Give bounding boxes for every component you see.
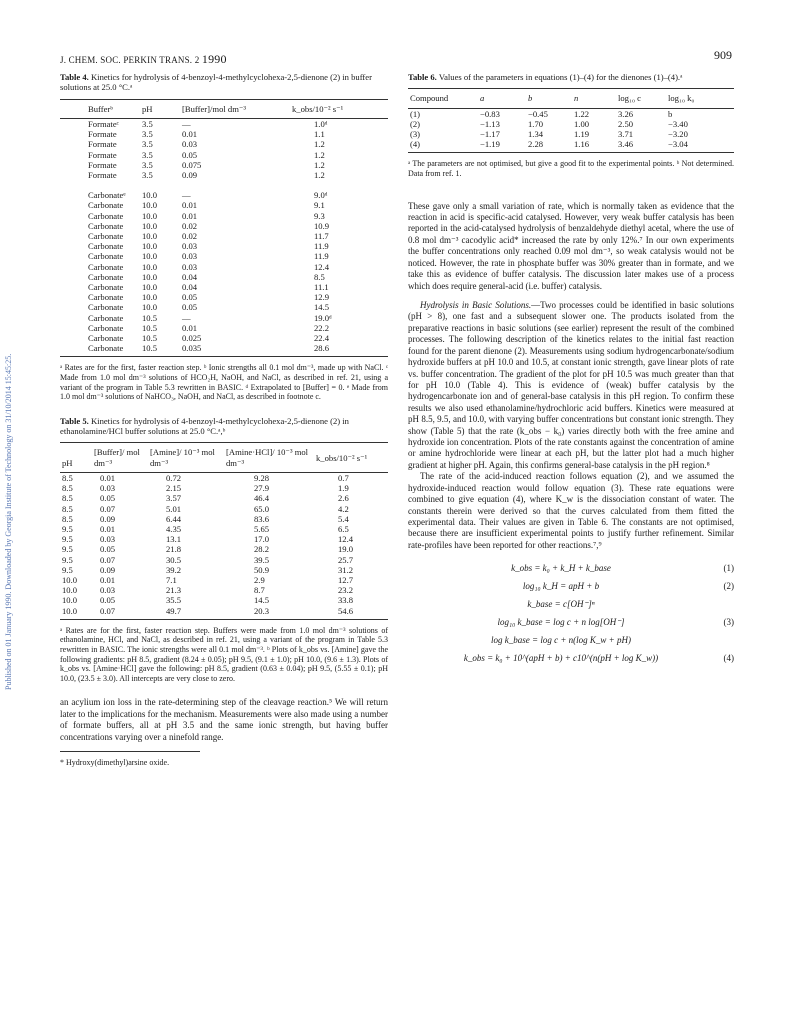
table4-cell: 10.5 (142, 322, 158, 333)
table6-caption (408, 72, 734, 82)
table5 (60, 442, 388, 615)
equation-number: (2) (723, 580, 734, 591)
table4-row (60, 190, 388, 200)
table5-cell: 14.5 (254, 595, 270, 606)
table4-cell: — (182, 190, 191, 201)
table4-cell: 0.03 (182, 139, 198, 150)
table4-cell: 1.2 (314, 169, 325, 180)
table4-cell: 10.0 (142, 220, 158, 231)
table4-caption-text: Kinetics for hydrolysis of 4-benzoyl-4-methylcyclohexa-2,5-dienone (2) in buffer solutions at 25.0 °C.ᵃ (60, 72, 372, 93)
table4-cell: 10.0 (142, 261, 158, 272)
table5-cell: 0.07 (100, 605, 116, 616)
table5-cell: 10.0 (62, 595, 78, 606)
t5-h2: [Amine]/ 10⁻³ mol dm⁻³ (150, 447, 215, 468)
left-column (60, 72, 388, 768)
table4-cell: 1.2 (314, 159, 325, 170)
table4-cell: 12.9 (314, 292, 330, 303)
table4-caption (60, 72, 388, 93)
table6-row (408, 119, 734, 129)
table4-cell: 0.02 (182, 220, 198, 231)
table6-cell: −1.19 (480, 139, 500, 150)
table4-cell: Carbonate (88, 281, 124, 292)
table4-row (60, 211, 388, 221)
left-paragraph: an acylium ion loss in the rate-determining step of the cleavage reaction.⁵ We will return later to the implications for the mechanism. Measurements were also made using a number of formate buffers, all at pH 3.5 and the same ionic strength, but having buffer concentrations varying over a ninefold range. (60, 697, 388, 742)
table5-row (60, 555, 388, 565)
table6-row (408, 139, 734, 149)
table5-cell: 9.5 (62, 524, 73, 535)
table5-cell: 0.05 (100, 493, 116, 504)
table5-cell: 4.35 (166, 524, 182, 535)
table6-cell: 1.70 (528, 118, 544, 129)
table5-cell: 9.28 (254, 473, 270, 484)
left-body-text (60, 697, 388, 743)
journal-name: J. CHEM. SOC. PERKIN TRANS. 2 (60, 55, 200, 65)
equation (408, 613, 734, 631)
table4-cell: 0.05 (182, 292, 198, 303)
table4-cell: 10.5 (142, 333, 158, 343)
table6-body (408, 108, 734, 149)
table5-label: Table 5. (60, 415, 89, 426)
table5-cell: 9.5 (62, 564, 73, 575)
table5-cell: 6.5 (338, 524, 349, 535)
table4-cell: Carbonate (88, 241, 124, 252)
table5-cell: 8.5 (62, 483, 73, 494)
table5-cell: 5.65 (254, 524, 270, 535)
table5-cell: 9.5 (62, 534, 73, 545)
table4-cell: Carbonate (88, 210, 124, 221)
table5-cell: 0.07 (100, 503, 116, 514)
table5-row (60, 493, 388, 503)
table4-cell: 19.0ᵈ (314, 312, 332, 323)
table6-cell: 2.28 (528, 139, 544, 150)
asterisk-footnote: * Hydroxy(dimethyl)arsine oxide. (60, 758, 170, 768)
table4-row (60, 231, 388, 241)
table5-cell: 83.6 (254, 513, 270, 524)
table4-row (60, 333, 388, 343)
equations (408, 559, 734, 667)
table4-cell: 11.9 (314, 241, 329, 252)
table4-row (60, 343, 388, 353)
table4-cell: Formate (88, 149, 117, 160)
table4-cell: Carbonate (88, 312, 124, 323)
table6-cell: b (668, 108, 673, 119)
table4-cell: 0.075 (182, 159, 202, 170)
table5-row (60, 504, 388, 514)
table5-cell: 0.01 (100, 575, 116, 586)
table5-row (60, 585, 388, 595)
table4-cell: 0.04 (182, 281, 198, 292)
table4-row (60, 292, 388, 302)
equation (408, 559, 734, 577)
t6-h0: Compound (410, 93, 449, 104)
table4-cell: 0.09 (182, 169, 198, 180)
table5-cell: 10.0 (62, 575, 78, 586)
t4-h2: [Buffer]/mol dm⁻³ (182, 103, 246, 114)
table4-cell: 0.02 (182, 230, 198, 241)
table5-cell: 65.0 (254, 503, 270, 514)
table4-cell: 11.1 (314, 281, 329, 292)
table6-row (408, 129, 734, 139)
table4-cell: 3.5 (142, 159, 153, 170)
table4-cell: Formateᶜ (88, 118, 119, 129)
table4-cell: Formate (88, 129, 117, 140)
table6-cell: 1.22 (574, 108, 590, 119)
paragraph-2 (408, 300, 734, 471)
table5-cell: 8.5 (62, 473, 73, 484)
table4-cell: 0.05 (182, 302, 198, 313)
table4-cell: Formate (88, 139, 117, 150)
table5-cell: 10.0 (62, 605, 78, 616)
table4-cell: Carbonate (88, 292, 124, 303)
table5-row (60, 595, 388, 605)
table5-cell: 0.03 (100, 585, 116, 596)
table6-cell: 3.26 (618, 108, 634, 119)
table4-cell: 10.0 (142, 190, 158, 201)
table5-cell: 49.7 (166, 605, 182, 616)
equation (408, 577, 734, 595)
table4-row (60, 129, 388, 139)
table5-cell: 21.3 (166, 585, 182, 596)
table4-cell: 1.0ᵈ (314, 118, 328, 129)
table4-row (60, 160, 388, 170)
table5-cell: 2.6 (338, 493, 349, 504)
table4-cell: 10.0 (142, 302, 158, 313)
table4-cell: Carbonate (88, 261, 124, 272)
table4-cell: Carbonate (88, 271, 124, 282)
equation-number: (1) (723, 562, 734, 573)
table4-cell: 0.04 (182, 271, 198, 282)
t5-h3: [Amine·HCl]/ 10⁻³ mol dm⁻³ (226, 447, 309, 468)
table4-cell: Carbonateᵉ (88, 190, 126, 201)
table6-row (408, 108, 734, 119)
table4-cell: 0.03 (182, 241, 198, 252)
table5-cell: 8.5 (62, 503, 73, 514)
table5-row (60, 606, 388, 616)
equation-expression: log₁₀ k_H = apH + b (522, 580, 600, 591)
t5-h1: [Buffer]/ mol dm⁻³ (94, 447, 140, 468)
table4-cell: 9.1 (314, 200, 325, 211)
table4-cell: 0.01 (182, 200, 198, 211)
table6-cell: −1.13 (480, 118, 500, 129)
table5-cell: 5.4 (338, 513, 349, 524)
table6-cell: 1.16 (574, 139, 590, 150)
table4-cell: 0.025 (182, 333, 202, 343)
table6-cell: −3.40 (668, 118, 688, 129)
table5-cell: 25.7 (338, 554, 354, 565)
equation (408, 595, 734, 613)
table4-cell: Carbonate (88, 343, 124, 354)
table5-cell: 0.72 (166, 473, 182, 484)
t6-h5: log₁₀ k₀ (668, 93, 695, 104)
table4-cell: 0.035 (182, 343, 202, 354)
table4-cell: 28.6 (314, 343, 330, 354)
table6 (408, 88, 734, 149)
table4 (60, 99, 388, 354)
paragraph-1: These gave only a small variation of rate, which is normally taken as evidence that the reaction in acid is specific-acid catalysed. However, very weak buffer catalysis has been reported in the acid-catalysed hydrolysis of benzaldehyde diethyl acetal, where the use of 0.8 mol dm⁻³ cacodylic acid* increased the rate by only 12%.⁷ In our own experiments the buffer concentrations only reached 0.09 mol dm⁻³, so weak catalysis would not be noticed. However, the rate in phosphate buffer was 30% greater than in formate, and we take this as evidence of buffer catalysis. The discussion later makes use of a process which does require general-acid (i.e. buffer) catalysis. (408, 200, 734, 291)
table4-cell: 10.0 (142, 241, 158, 252)
table4-cell: 10.0 (142, 210, 158, 221)
table5-cell: 2.15 (166, 483, 182, 494)
table5-cell: 50.9 (254, 564, 270, 575)
table4-cell: 10.5 (142, 343, 158, 354)
table4-cell: Formate (88, 169, 117, 180)
table6-cell: −3.20 (668, 129, 688, 140)
table5-row (60, 565, 388, 575)
section-heading: Hydrolysis in Basic Solutions. (420, 300, 532, 310)
table4-cell: 8.5 (314, 271, 325, 282)
table5-cell: 0.01 (100, 524, 116, 535)
table5-cell: 28.2 (254, 544, 270, 555)
table4-cell: Carbonate (88, 322, 124, 333)
table4-cell: — (182, 118, 191, 129)
table4-cell: 12.4 (314, 261, 330, 272)
equation-expression: k_obs = k₀ + k_H + k_base (511, 562, 611, 573)
table5-cell: 54.6 (338, 605, 354, 616)
table6-cell: −3.04 (668, 139, 688, 150)
table4-cell: 10.0 (142, 271, 158, 282)
table4-row (60, 302, 388, 312)
table4-row (60, 323, 388, 333)
side-watermark (2, 190, 14, 690)
table5-caption-text: Kinetics for hydrolysis of 4-benzoyl-4-methylcyclohexa-2,5-dienone (2) in ethanolamine/HCl buffer solutions at 25.0 °C.ᵃ,ᵇ (60, 415, 349, 437)
table6-caption-text: Values of the parameters in equations (1)–(4) for the dienones (1)–(4).ᵃ (436, 72, 683, 82)
table4-cell: 3.5 (142, 169, 153, 180)
table5-cell: 0.01 (100, 473, 116, 484)
table6-cell: 3.46 (618, 139, 634, 150)
table4-cell: 9.0ᵈ (314, 190, 328, 201)
table6-cell: −1.17 (480, 129, 500, 140)
table5-cell: 0.05 (100, 595, 116, 606)
table4-cell: 3.5 (142, 149, 153, 160)
table6-cell: 3.71 (618, 129, 634, 140)
table5-cell: 9.5 (62, 554, 73, 565)
table4-cell: 1.2 (314, 139, 325, 150)
table6-cell: −0.83 (480, 108, 500, 119)
table4-cell: 1.1 (314, 129, 325, 140)
page-number: 909 (714, 48, 732, 62)
table5-cell: 0.7 (338, 473, 349, 484)
table5-row (60, 483, 388, 493)
t5-h4: k_obs/10⁻² s⁻¹ (316, 452, 368, 463)
table4-cell: 0.03 (182, 261, 198, 272)
table5-cell: 9.5 (62, 544, 73, 555)
table4-cell: 22.2 (314, 322, 330, 333)
table6-cell: 1.00 (574, 118, 590, 129)
table5-row (60, 544, 388, 554)
table4-cell: Carbonate (88, 230, 124, 241)
table4-cell: 10.0 (142, 200, 158, 211)
table4-cell: 0.01 (182, 210, 198, 221)
table4-cell: Carbonate (88, 220, 124, 231)
equation-expression: k_obs = k₀ + 10^(apH + b) + c10^(n(pH + log K_w)) (463, 652, 659, 663)
table5-body (60, 473, 388, 616)
table6-cell: (2) (410, 118, 421, 129)
table5-cell: 46.4 (254, 493, 270, 504)
table4-cell: 10.0 (142, 230, 158, 241)
equation (408, 631, 734, 649)
table5-cell: 23.2 (338, 585, 354, 596)
table4-body-carbonate (60, 190, 388, 353)
table5-caption (60, 416, 388, 437)
table4-spacer (60, 180, 388, 190)
table5-row (60, 575, 388, 585)
table5-cell: 0.09 (100, 564, 116, 575)
table5-cell: 0.03 (100, 483, 116, 494)
t6-h2: b (528, 93, 533, 104)
table4-cell: 3.5 (142, 118, 153, 129)
table4-cell: 0.01 (182, 322, 198, 333)
table5-cell: 35.5 (166, 595, 182, 606)
table4-row (60, 282, 388, 292)
table5-cell: 20.3 (254, 605, 270, 616)
table6-label: Table 6. (408, 72, 437, 82)
table6-bottom-rule (408, 152, 734, 153)
table5-cell: 0.09 (100, 513, 116, 524)
table4-cell: 10.9 (314, 220, 330, 231)
journal-year: 1990 (201, 52, 227, 66)
table4-body-formate (60, 118, 388, 180)
table6-cell: (4) (410, 139, 421, 150)
table6-footnote: ᵃ The parameters are not optimised, but give a good fit to the experimental points. ᵇ Not determined. Data from ref. 1. (408, 159, 734, 179)
table5-cell: 33.8 (338, 595, 354, 606)
t4-h0: Bufferᵇ (88, 103, 113, 114)
table5-cell: 8.7 (254, 585, 265, 596)
table5-cell: 3.57 (166, 493, 182, 504)
table4-row (60, 139, 388, 149)
table4-cell: — (182, 312, 191, 323)
table5-cell: 39.5 (254, 554, 270, 565)
table5-footnote: ᵃ Rates are for the first, faster reaction step. Buffers were made from 1.0 mol dm⁻³ solutions of ethanolamine, HCl, and NaCl, as described in ref. 21, using a variant of the program in Table 5.3 rewritten in BASIC. The ionic strengths were all 0.1 mol dm⁻³. ᵇ Plots of k_obs vs. [Amine] gave the following gradients: pH 8.5, gradient (8.24 ± 0.05); pH 9.5, (9.1 ± 1.0); pH 10.0, (9.6 ± 1.3). Plots of k_obs vs. [Amine·HCl] gave the following: pH 8.5, gradient (0.63 ± 0.04); pH 9.5, (5.55 ± 0.1); pH 10.0, (23.5 ± 3.0). All intercepts are very close to zero. (60, 625, 388, 683)
table5-bottom-rule (60, 619, 388, 620)
table5-cell: 17.0 (254, 534, 270, 545)
equation-expression: log₁₀ k_base = log c + n log[OH⁻] (497, 616, 625, 627)
table4-cell: 11.7 (314, 230, 329, 241)
table5-cell: 0.03 (100, 534, 116, 545)
table5-cell: 30.5 (166, 554, 182, 565)
table4-cell: 10.0 (142, 251, 158, 262)
running-header (60, 52, 227, 66)
table4-cell: 11.9 (314, 251, 329, 262)
table4-cell: Carbonate (88, 302, 124, 313)
table5-cell: 5.01 (166, 503, 182, 514)
table5-cell: 7.1 (166, 575, 177, 586)
table4-row (60, 313, 388, 323)
table5-cell: 13.1 (166, 534, 182, 545)
table5-cell: 4.2 (338, 503, 349, 514)
table5-cell: 0.05 (100, 544, 116, 555)
table5-cell: 39.2 (166, 564, 182, 575)
table4-footnote: ᵃ Rates are for the first, faster reaction step. ᵇ Ionic strengths all 0.1 mol dm⁻³, made up with NaCl. ᶜ Made from 1.0 mol dm⁻³ solutions of HCO₂H, NaOH, and NaCl, as described in ref. 21, using a variant of the program in Table 5.3 rewritten in BASIC. ᵈ Extrapolated to [Buffer] = 0. ᵉ Made from 1.0 mol dm⁻³ solutions of NaHCO₃, NaOH, and NaCl, as described in footnote c. (60, 363, 388, 402)
table5-cell: 27.9 (254, 483, 270, 494)
table4-cell: 1.2 (314, 149, 325, 160)
table4-cell: 0.05 (182, 149, 198, 160)
table4-cell: 0.01 (182, 129, 198, 140)
table4-label: Table 4. (60, 72, 89, 82)
table4-cell: 0.03 (182, 251, 198, 262)
table5-cell: 6.44 (166, 513, 182, 524)
table5-cell: 19.0 (338, 544, 354, 555)
table5-row (60, 514, 388, 524)
table4-cell: 10.0 (142, 281, 158, 292)
paragraph-3: The rate of the acid-induced reaction follows equation (2), and we assumed the hydroxide-induced reaction would follow equation (3). These rate equations were combined to give equation (4), where K_w is the dissociation constant of water. The constants therein were derived so that the curves calculated from them fitted the experimental data. Their values are given in Table 6. The constants are not optimised, because there are insufficient experimental points to justify further refinement. Similar rate-profiles have been reported for other reactions.⁷,⁹ (408, 471, 734, 550)
right-column (408, 72, 734, 667)
table4-cell: 3.5 (142, 139, 153, 150)
equation (408, 649, 734, 667)
table5-row (60, 534, 388, 544)
table4-cell: Carbonate (88, 200, 124, 211)
table4-row (60, 262, 388, 272)
paragraph-2-text: —Two processes could be identified in basic solutions (pH > 8), one fast and a subsequent slower one. The products isolated from the preparative reactions in basic solutions (see earlier) represent the result of the combined processes. The following description of the kinetics relates to the initial fast reaction found for the parent dienone (2). Measurements using sodium hydrogencarbonate/sodium hydroxide buffers at pH 10.0 and 10.5, at constant ionic strength, gave linear plots of rate vs. buffer concentration. The gradient of the plot for pH 10.5 was much greater than that for pH 10.0 (Table 4). This is evidence of (weak) buffer catalysis by the hydrogencarbonate ion and of general-base catalysis in this pH region. To confirm these results we also used ethanolamine/hydrochloric acid buffers. Kinetics were measured at pH 8.5, 9.5, and 10.0, with varying buffer concentrations but constant ionic strength. They show (Table 5) that the rate (k_obs − k₀) varies directly both with the free amine and hydroxide ion concentration. Plots of the rate constants against the concentration of amine or amine hydrochloride were linear at each pH, but the latter plot had a much higher gradient at higher pH. Again, this confirms general-base catalysis in the pH region.⁸ (408, 300, 734, 470)
table5-cell: 10.0 (62, 585, 78, 596)
table5-cell: 2.9 (254, 575, 265, 586)
table5-row (60, 473, 388, 484)
t6-h3: n (574, 93, 579, 104)
t6-h4: log₁₀ c (618, 93, 641, 104)
table5-cell: 8.5 (62, 493, 73, 504)
equation-number: (4) (723, 652, 734, 663)
table4-cell: 14.5 (314, 302, 330, 313)
download-notice: Published on 01 January 1990. Downloaded by Georgia Institute of Technology on 31/10/2014 15:45:25. (4, 353, 13, 690)
table6-cell: 1.19 (574, 129, 590, 140)
table5-cell: 12.7 (338, 575, 354, 586)
table4-cell: 9.3 (314, 210, 325, 221)
footnote-rule (60, 751, 200, 752)
table5-cell: 1.9 (338, 483, 349, 494)
table4-cell: 22.4 (314, 333, 330, 343)
equation-number: (3) (723, 616, 734, 627)
table4-cell: 10.0 (142, 292, 158, 303)
table6-cell: (1) (410, 108, 421, 119)
right-body-text (408, 201, 734, 552)
equation-expression: log k_base = log c + n(log K_w + pH) (491, 634, 631, 645)
t6-h1: a (480, 93, 485, 104)
table4-cell: Carbonate (88, 251, 124, 262)
equation-expression: k_base = c[OH⁻]ⁿ (527, 598, 595, 609)
table5-cell: 31.2 (338, 564, 354, 575)
t4-h1: pH (142, 103, 153, 114)
table4-row (60, 272, 388, 282)
table5-cell: 0.07 (100, 554, 116, 565)
table5-cell: 8.5 (62, 513, 73, 524)
table4-bottom-rule (60, 356, 388, 357)
table4-row (60, 221, 388, 231)
table4-row (60, 170, 388, 180)
table6-cell: 2.50 (618, 118, 634, 129)
table4-row (60, 251, 388, 261)
table5-cell: 12.4 (338, 534, 354, 545)
table4-row (60, 200, 388, 210)
t4-h3: k_obs/10⁻² s⁻¹ (292, 103, 344, 114)
table6-cell: (3) (410, 129, 421, 140)
table4-row (60, 118, 388, 129)
table6-cell: 1.34 (528, 129, 544, 140)
table5-row (60, 524, 388, 534)
table5-cell: 21.8 (166, 544, 182, 555)
table4-cell: Carbonate (88, 333, 124, 343)
table4-cell: 10.5 (142, 312, 158, 323)
table4-row (60, 241, 388, 251)
table4-cell: 3.5 (142, 129, 153, 140)
table4-row (60, 150, 388, 160)
table4-cell: Formate (88, 159, 117, 170)
t5-h0: pH (62, 457, 73, 468)
table6-cell: −0.45 (528, 108, 548, 119)
